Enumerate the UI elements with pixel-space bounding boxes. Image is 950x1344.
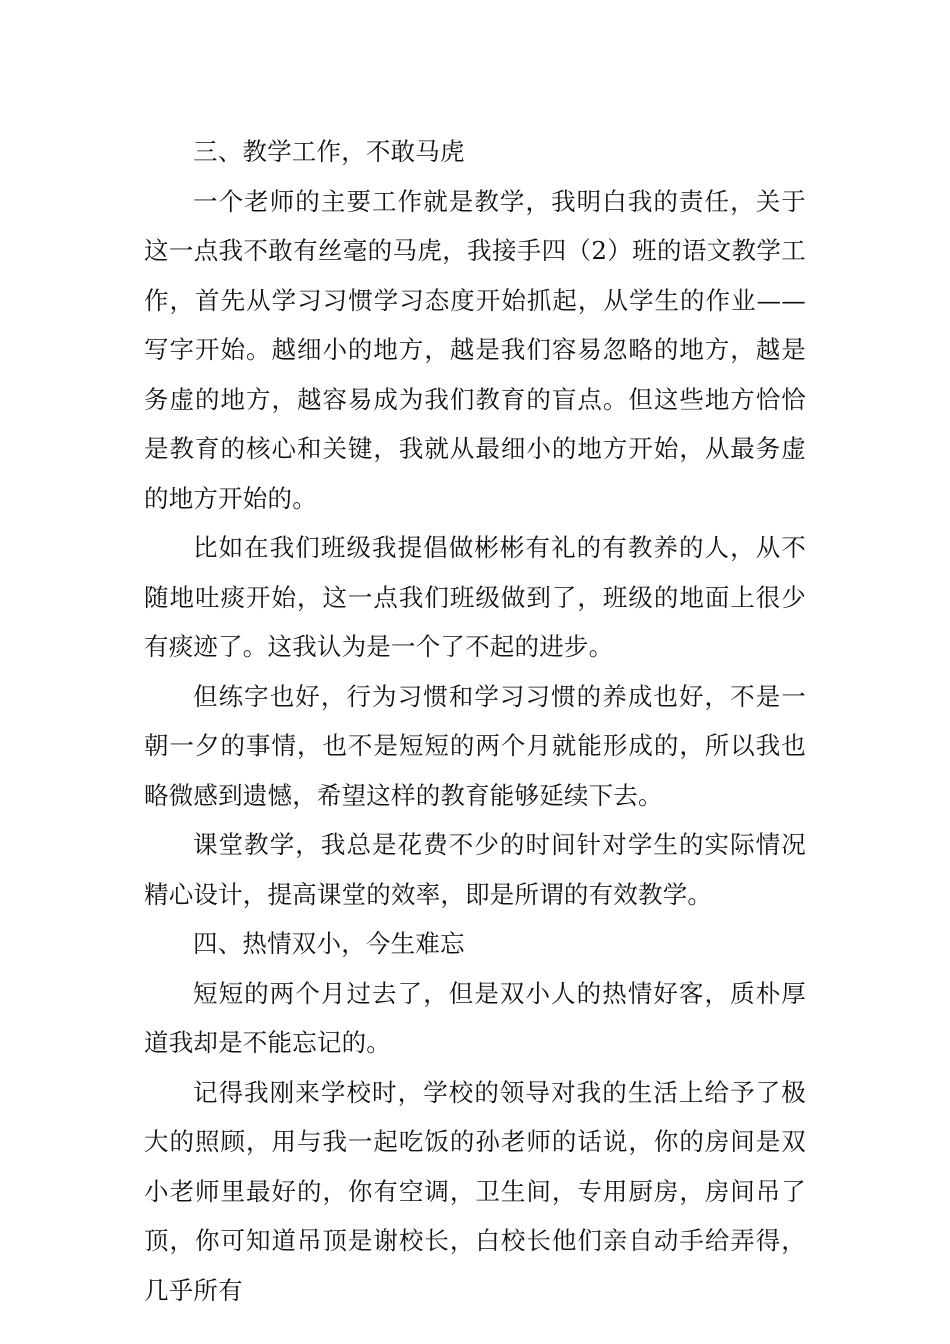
section-heading-teaching: 三、教学工作，不敢马虎 <box>193 137 465 166</box>
section-heading-hospitality: 四、热情双小，今生难忘 <box>193 929 465 958</box>
document-body <box>144 127 806 1315</box>
paragraph-class-manners: 比如在我们班级我提倡做彬彬有礼的有教养的人，从不随地吐痰开始，这一点我们班级做到了，班级的地面上很少有痰迹了。这我认为是一个了不起的进步。 <box>144 533 806 661</box>
paragraph-habits-regret: 但练字也好，行为习惯和学习习惯的养成也好，不是一朝一夕的事情，也不是短短的两个月就能形成的，所以我也略微感到遗憾，希望这样的教育能够延续下去。 <box>144 681 806 810</box>
paragraph-hospitality-intro: 短短的两个月过去了，但是双小人的热情好客，质朴厚道我却是不能忘记的。 <box>144 978 806 1057</box>
paragraph-classroom-teaching: 课堂教学，我总是花费不少的时间针对学生的实际情况精心设计，提高课堂的效率，即是所谓的有效教学。 <box>144 830 806 909</box>
paragraph-teaching-responsibility: 一个老师的主要工作就是教学，我明白我的责任，关于这一点我不敢有丝毫的马虎，我接手四（2）班的语文教学工作，首先从学习习惯学习态度开始抓起，从学生的作业——写字开始。越细小的地方，越是我们容易忽略的地方，越是务虚的地方，越容易成为我们教育的盲点。但这些地方恰恰是教育的核心和关键，我就从最细小的地方开始，从最务虚的地方开始的。 <box>144 186 806 513</box>
paragraph-school-care: 记得我刚来学校时，学校的领导对我的生活上给予了极大的照顾，用与我一起吃饭的孙老师的话说，你的房间是双小老师里最好的，你有空调，卫生间，专用厨房，房间吊了顶，你可知道吊顶是谢校长，白校长他们亲自动手给弄得，几乎所有 <box>144 1077 806 1305</box>
